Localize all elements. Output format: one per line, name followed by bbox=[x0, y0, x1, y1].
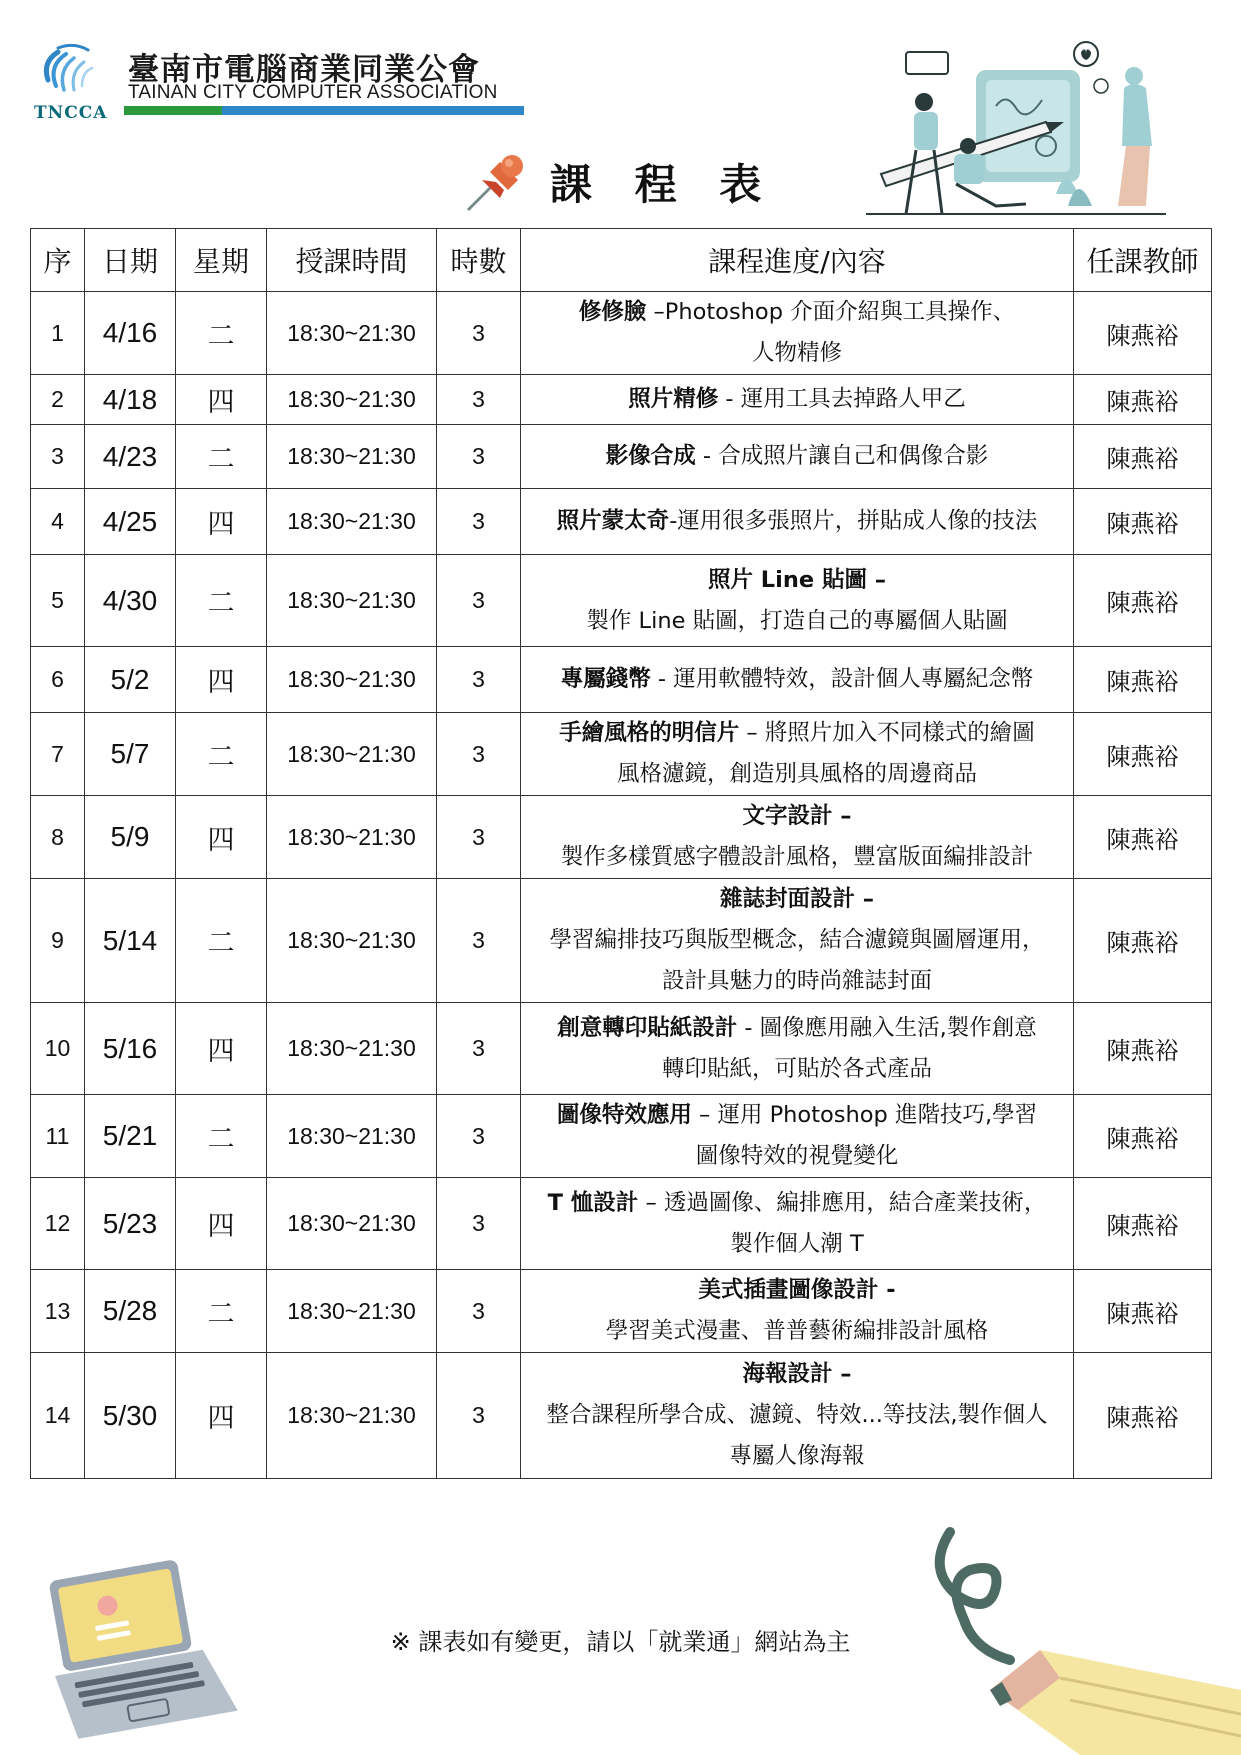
decorative-illustration bbox=[846, 36, 1176, 231]
cell-content bbox=[521, 796, 1074, 879]
content-desc-line: 製作 Line 貼圖，打造自己的專屬個人貼圖 bbox=[586, 607, 1008, 634]
cell-no: 8 bbox=[31, 796, 85, 879]
cell-hours: 3 bbox=[437, 425, 521, 489]
cell-teacher: 陳燕裕 bbox=[1074, 1178, 1212, 1270]
cell-date: 5/2 bbox=[85, 647, 176, 713]
column-header-date: 日期 bbox=[85, 229, 176, 292]
cell-content bbox=[521, 1095, 1074, 1178]
cell-time: 18:30~21:30 bbox=[267, 489, 437, 555]
content-desc: – 將照片加入不同樣式的繪圖 bbox=[739, 720, 1035, 746]
cell-no: 9 bbox=[31, 879, 85, 1003]
content-desc: - 圖像應用融入生活,製作創意 bbox=[737, 1014, 1037, 1041]
table-row bbox=[31, 796, 1212, 879]
cell-weekday: 四 bbox=[176, 796, 267, 879]
association-logo bbox=[32, 40, 532, 130]
cell-content bbox=[521, 425, 1074, 489]
content-desc: – 運用 Photoshop 進階技巧,學習 bbox=[691, 1102, 1038, 1128]
content-desc-line: 人物精修 bbox=[751, 340, 842, 366]
course-schedule-table bbox=[30, 228, 1212, 1479]
content-title: 專屬錢幣 bbox=[560, 666, 651, 692]
cell-time: 18:30~21:30 bbox=[267, 1270, 437, 1353]
cell-no: 4 bbox=[31, 489, 85, 555]
cell-weekday: 四 bbox=[176, 375, 267, 425]
cell-weekday: 四 bbox=[176, 489, 267, 555]
content-desc: - 合成照片讓自己和偶像合影 bbox=[695, 443, 989, 469]
table-row bbox=[31, 292, 1212, 375]
content-desc-line: 專屬人像海報 bbox=[729, 1443, 865, 1469]
cell-time: 18:30~21:30 bbox=[267, 1095, 437, 1178]
content-title: 圖像特效應用 bbox=[556, 1102, 692, 1128]
content-desc: -運用很多張照片，拼貼成人像的技法 bbox=[669, 508, 1038, 534]
column-header-weekday: 星期 bbox=[176, 229, 267, 292]
cell-time: 18:30~21:30 bbox=[267, 375, 437, 425]
cell-no: 12 bbox=[31, 1178, 85, 1270]
cell-hours: 3 bbox=[437, 796, 521, 879]
pencil-illustration bbox=[930, 1500, 1241, 1755]
column-header-content: 課程進度/內容 bbox=[521, 229, 1074, 292]
content-title: 文字設計 – bbox=[742, 803, 852, 829]
cell-hours: 3 bbox=[437, 1353, 521, 1479]
cell-date: 4/23 bbox=[85, 425, 176, 489]
content-title: 影像合成 bbox=[605, 443, 696, 469]
column-header-teacher: 任課教師 bbox=[1074, 229, 1212, 292]
cell-teacher: 陳燕裕 bbox=[1074, 555, 1212, 647]
cell-teacher: 陳燕裕 bbox=[1074, 375, 1212, 425]
cell-no: 11 bbox=[31, 1095, 85, 1178]
cell-content bbox=[521, 489, 1074, 555]
table-row bbox=[31, 1003, 1212, 1095]
cell-hours: 3 bbox=[437, 1003, 521, 1095]
table-row bbox=[31, 489, 1212, 555]
cell-time: 18:30~21:30 bbox=[267, 555, 437, 647]
table-header-row bbox=[31, 229, 1212, 292]
cell-date: 5/23 bbox=[85, 1178, 176, 1270]
cell-teacher: 陳燕裕 bbox=[1074, 489, 1212, 555]
cell-content bbox=[521, 1270, 1074, 1353]
content-desc-line: 風格濾鏡，創造別具風格的周邊商品 bbox=[616, 761, 977, 787]
column-header-hours: 時數 bbox=[437, 229, 521, 292]
cell-date: 4/30 bbox=[85, 555, 176, 647]
cell-no: 5 bbox=[31, 555, 85, 647]
content-title: 雜誌封面設計 – bbox=[719, 886, 875, 912]
footer-note: ※ 課表如有變更，請以「就業通」網站為主 bbox=[390, 1628, 851, 1656]
cell-hours: 3 bbox=[437, 1095, 521, 1178]
content-desc-line: 圖像特效的視覺變化 bbox=[695, 1143, 899, 1169]
cell-date: 5/21 bbox=[85, 1095, 176, 1178]
content-desc-line: 轉印貼紙，可貼於各式產品 bbox=[661, 1055, 932, 1082]
content-title: 照片蒙太奇 bbox=[556, 508, 670, 534]
cell-hours: 3 bbox=[437, 555, 521, 647]
cell-weekday: 二 bbox=[176, 1270, 267, 1353]
cell-hours: 3 bbox=[437, 489, 521, 555]
cell-no: 1 bbox=[31, 292, 85, 375]
content-title: 創意轉印貼紙設計 bbox=[557, 1014, 738, 1041]
cell-no: 2 bbox=[31, 375, 85, 425]
cell-weekday: 二 bbox=[176, 879, 267, 1003]
cell-weekday: 二 bbox=[176, 713, 267, 796]
cell-content bbox=[521, 292, 1074, 375]
cell-time: 18:30~21:30 bbox=[267, 1353, 437, 1479]
content-desc-line: 製作個人潮 T bbox=[730, 1230, 864, 1257]
org-abbreviation: TNCCA bbox=[34, 103, 108, 123]
cell-no: 14 bbox=[31, 1353, 85, 1479]
table-row bbox=[31, 555, 1212, 647]
cell-hours: 3 bbox=[437, 292, 521, 375]
logo-color-bar bbox=[124, 106, 524, 115]
cell-no: 7 bbox=[31, 713, 85, 796]
cell-teacher: 陳燕裕 bbox=[1074, 713, 1212, 796]
cell-hours: 3 bbox=[437, 1270, 521, 1353]
content-desc-line: 設計具魅力的時尚雜誌封面 bbox=[661, 968, 932, 994]
cell-content bbox=[521, 1353, 1074, 1479]
cell-teacher: 陳燕裕 bbox=[1074, 647, 1212, 713]
cell-date: 4/16 bbox=[85, 292, 176, 375]
content-title: 照片 Line 貼圖 – bbox=[707, 566, 887, 593]
cell-hours: 3 bbox=[437, 647, 521, 713]
tncca-logo-icon bbox=[34, 40, 114, 100]
cell-teacher: 陳燕裕 bbox=[1074, 1353, 1212, 1479]
column-header-no: 序 bbox=[31, 229, 85, 292]
table-row bbox=[31, 375, 1212, 425]
cell-teacher: 陳燕裕 bbox=[1074, 1003, 1212, 1095]
content-title: 海報設計 – bbox=[742, 1361, 852, 1387]
content-desc-line: 整合課程所學合成、濾鏡、特效...等技法,製作個人 bbox=[546, 1402, 1048, 1428]
cell-no: 13 bbox=[31, 1270, 85, 1353]
cell-date: 5/28 bbox=[85, 1270, 176, 1353]
org-name-english: TAINAN CITY COMPUTER ASSOCIATION bbox=[128, 82, 498, 103]
content-desc-line: 學習美式漫畫、普普藝術編排設計風格 bbox=[605, 1318, 989, 1344]
table-row bbox=[31, 879, 1212, 1003]
table-row bbox=[31, 1270, 1212, 1353]
cell-content bbox=[521, 375, 1074, 425]
cell-teacher: 陳燕裕 bbox=[1074, 292, 1212, 375]
cell-date: 5/16 bbox=[85, 1003, 176, 1095]
cell-teacher: 陳燕裕 bbox=[1074, 879, 1212, 1003]
cell-date: 5/7 bbox=[85, 713, 176, 796]
content-title: 手繪風格的明信片 bbox=[559, 720, 740, 746]
cell-content bbox=[521, 713, 1074, 796]
content-title: T 恤設計 bbox=[547, 1189, 639, 1216]
cell-time: 18:30~21:30 bbox=[267, 292, 437, 375]
cell-teacher: 陳燕裕 bbox=[1074, 425, 1212, 489]
cell-hours: 3 bbox=[437, 1178, 521, 1270]
cell-time: 18:30~21:30 bbox=[267, 879, 437, 1003]
cell-content bbox=[521, 555, 1074, 647]
table-row bbox=[31, 1353, 1212, 1479]
content-desc: – 透過圖像、編排應用，結合產業技術， bbox=[638, 1189, 1047, 1216]
cell-weekday: 二 bbox=[176, 292, 267, 375]
cell-time: 18:30~21:30 bbox=[267, 1003, 437, 1095]
cell-no: 6 bbox=[31, 647, 85, 713]
content-desc-line: 學習編排技巧與版型概念，結合濾鏡與圖層運用， bbox=[549, 927, 1045, 953]
cell-no: 10 bbox=[31, 1003, 85, 1095]
cell-weekday: 四 bbox=[176, 1353, 267, 1479]
cell-weekday: 四 bbox=[176, 1003, 267, 1095]
table-row bbox=[31, 425, 1212, 489]
cell-time: 18:30~21:30 bbox=[267, 713, 437, 796]
cell-date: 4/25 bbox=[85, 489, 176, 555]
cell-content bbox=[521, 879, 1074, 1003]
cell-weekday: 二 bbox=[176, 555, 267, 647]
cell-teacher: 陳燕裕 bbox=[1074, 1270, 1212, 1353]
cell-weekday: 四 bbox=[176, 647, 267, 713]
cell-hours: 3 bbox=[437, 879, 521, 1003]
cell-time: 18:30~21:30 bbox=[267, 796, 437, 879]
cell-date: 5/30 bbox=[85, 1353, 176, 1479]
cell-content bbox=[521, 647, 1074, 713]
cell-date: 5/9 bbox=[85, 796, 176, 879]
cell-weekday: 二 bbox=[176, 425, 267, 489]
table-row bbox=[31, 1178, 1212, 1270]
content-desc: - 運用工具去掉路人甲乙 bbox=[718, 386, 966, 412]
cell-time: 18:30~21:30 bbox=[267, 425, 437, 489]
title-area bbox=[460, 150, 800, 216]
cell-content bbox=[521, 1003, 1074, 1095]
cell-teacher: 陳燕裕 bbox=[1074, 796, 1212, 879]
cell-time: 18:30~21:30 bbox=[267, 647, 437, 713]
org-name-chinese: 臺南市電腦商業同業公會 bbox=[128, 52, 480, 88]
cell-content bbox=[521, 1178, 1074, 1270]
cell-date: 5/14 bbox=[85, 879, 176, 1003]
content-desc: - 運用軟體特效，設計個人專屬紀念幣 bbox=[650, 666, 1034, 692]
content-title: 照片精修 bbox=[628, 386, 719, 412]
cell-date: 4/18 bbox=[85, 375, 176, 425]
cell-hours: 3 bbox=[437, 375, 521, 425]
content-title: 美式插畫圖像設計 - bbox=[698, 1277, 896, 1303]
table-row bbox=[31, 647, 1212, 713]
pushpin-icon bbox=[460, 150, 530, 216]
column-header-time: 授課時間 bbox=[267, 229, 437, 292]
table-row bbox=[31, 1095, 1212, 1178]
page-title: 課 程 表 bbox=[550, 160, 776, 209]
content-desc-line: 製作多樣質感字體設計風格，豐富版面編排設計 bbox=[560, 844, 1034, 870]
cell-weekday: 二 bbox=[176, 1095, 267, 1178]
table-row bbox=[31, 713, 1212, 796]
content-title: 修修臉 bbox=[578, 299, 647, 325]
cell-teacher: 陳燕裕 bbox=[1074, 1095, 1212, 1178]
cell-hours: 3 bbox=[437, 713, 521, 796]
cell-weekday: 四 bbox=[176, 1178, 267, 1270]
cell-no: 3 bbox=[31, 425, 85, 489]
content-desc: –Photoshop 介面介紹與工具操作、 bbox=[646, 299, 1016, 325]
cell-time: 18:30~21:30 bbox=[267, 1178, 437, 1270]
